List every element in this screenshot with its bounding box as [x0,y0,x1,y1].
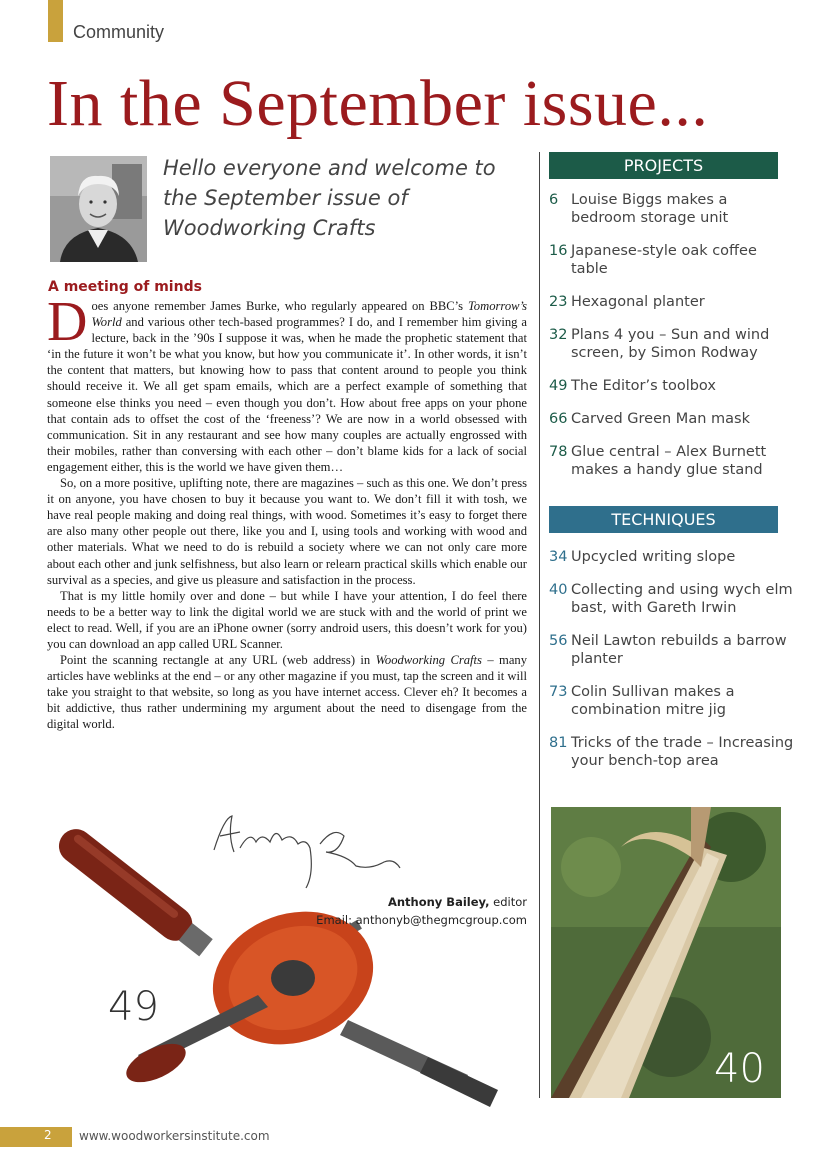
toc-title: Plans 4 you – Sun and wind screen, by Simon Rodway [571,327,770,361]
footer-website: www.woodworkersinstitute.com [79,1129,270,1143]
toc-title: Collecting and using wych elm bast, with Gareth Irwin [571,582,793,616]
techniques-list [549,548,794,785]
techniques-heading: TECHNIQUES [549,506,778,533]
section-label: Community [73,22,165,42]
toc-item [549,326,794,362]
editorial-paragraph [47,291,527,475]
toc-page-number: 32 [549,327,568,343]
editor-role: editor [489,895,527,909]
footer-page-number: 2 [44,1128,52,1142]
toc-item [549,293,794,311]
toc-page-number: 23 [549,294,568,310]
editor-signature [210,812,410,892]
toc-item [549,242,794,278]
toc-item [549,683,794,719]
toc-item [549,734,794,770]
photo-page-number: 40 [714,1046,765,1092]
section-marker-bar [48,0,63,42]
toc-page-number: 16 [549,243,568,259]
column-divider [539,152,540,1098]
footer-page-bar [0,1127,72,1147]
magazine-title: Woodworking Crafts [375,653,482,668]
toc-title: Tricks of the trade – Increasing your bench-top area [571,735,794,769]
toc-item [549,443,794,479]
drop-cap: D [47,291,88,353]
toc-page-number: 81 [549,735,568,751]
toc-item [549,191,794,227]
toc-page-number: 66 [549,411,568,427]
toc-item [549,581,794,617]
paragraph-text: – many articles have weblinks at the end – or any other magazine if you must, tap the screen and it will take you straight to that website, so long as you have internet access. Clever eh? It becomes a bit addictive, thus rather undermining my argument about the need to disengage from the digital world. [47,653,527,732]
toc-item [549,632,794,668]
projects-list [549,191,794,494]
show-title: Tomorrow’s World [91,299,527,330]
toc-title: Hexagonal planter [571,294,705,310]
editor-email: Email: anthonyb@thegmcgroup.com [316,913,527,927]
toc-title: Neil Lawton rebuilds a barrow planter [571,633,787,667]
toc-page-number: 56 [549,633,568,649]
editorial-body [47,291,527,733]
editorial-paragraph: That is my little homily over and done – but while I have your attention, I do feel there needs to be a better way to link the digital world we are stuck with and the world of print we elect to read. Well, if you are an iPhone owner (sorry android users, this doesn’t work for you) you can download an app called URL Scanner. [47,588,527,651]
toc-title: Japanese-style oak coffee table [571,243,757,277]
toc-item [549,377,794,395]
toc-item [549,548,794,566]
editorial-paragraph [47,652,527,732]
toc-title: The Editor’s toolbox [571,378,716,394]
toc-page-number: 78 [549,444,568,460]
paragraph-text: oes anyone remember James Burke, who regularly appeared on BBC’s [91,299,468,313]
toc-title: Louise Biggs makes a bedroom storage unit [571,192,729,226]
toc-page-number: 34 [549,549,568,565]
editorial-subhead: A meeting of minds [48,279,202,295]
toc-title: Upcycled writing slope [571,549,736,565]
toc-title: Glue central – Alex Burnett makes a handy glue stand [571,444,767,478]
toc-page-number: 40 [549,582,568,598]
editor-portrait [50,156,147,262]
toc-title: Carved Green Man mask [571,411,750,427]
editor-credit [388,895,527,909]
toc-title: Colin Sullivan makes a combination mitre jig [571,684,735,718]
editorial-paragraph: So, on a more positive, uplifting note, there are magazines – such as this one. We don’t press it on anyone, you have chosen to buy it because you want to. We don’t fill it with tosh, we have real people making and doing real things, with wood. Sometimes it’s easy to forget there are also many other people out there, like you and I, using tools and working with wood and other materials. What we need to do is rebuild a society where we can not only care more about each other and junk selfishness, but also learn or relearn practical skills which enable our survival as a species, and give us pleasure and satisfaction in the process. [47,476,527,587]
toc-item [549,410,794,428]
toc-page-number: 49 [549,378,568,394]
toc-page-number: 6 [549,192,559,208]
editor-name: Anthony Bailey, [387,895,490,909]
page-title: In the September issue... [47,67,709,140]
projects-heading: PROJECTS [549,152,778,179]
paragraph-text: Point the scanning rectangle at any URL (web address) in [60,653,376,668]
toc-page-number: 73 [549,684,568,700]
intro-text: Hello everyone and welcome to the September issue of Woodworking Crafts [163,156,496,240]
paragraph-text: and various other tech-based programmes? I do, and I remember him giving a lecture, back in the ’90s I suppose it was, when he made the prophetic statement that ‘in the future it won’t be what you know, but how you communicate it’. In other words, it isn’t the content that matters, but knowing how to pass that content around to people you think should receive it. We all get spam emails, which are a perfect example of something that someone else thinks you need – even though you don’t. How about free apps on your phone that contain ads to offset the cost of the ‘freeness’? We are now in a world obsessed with communication. Sit in any restaurant and see how many couples are actually engrossed with their mobiles, rather than conversing with each other – don’t blame kids for a lack of social engagement either, this is the world we have given them… [47,315,527,474]
photo-page-number: 49 [108,984,159,1030]
